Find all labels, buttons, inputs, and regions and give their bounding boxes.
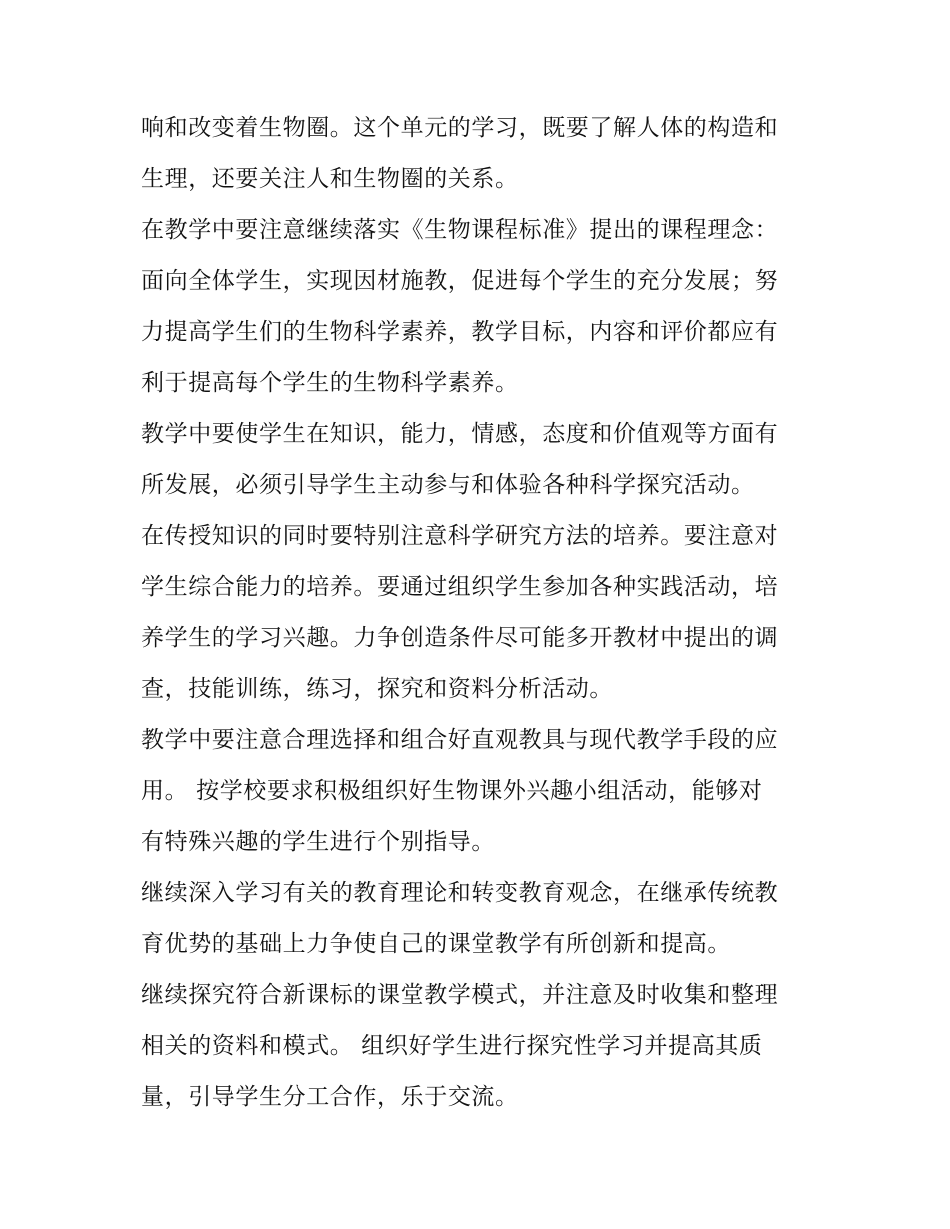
text-line: 育优势的基础上力争使自己的课堂教学有所创新和提高。 [141, 931, 731, 957]
text-line: 量，引导学生分工合作，乐于交流。 [141, 1084, 519, 1110]
paragraph-2 [141, 205, 821, 409]
text-line: 在教学中要注意继续落实《生物课程标准》提出的课程理念： [141, 217, 779, 243]
text-line: 学生综合能力的培养。要通过组织学生参加各种实践活动，培 [141, 574, 779, 600]
text-line: 养学生的学习兴趣。力争创造条件尽可能多开教材中提出的调 [141, 625, 779, 651]
paragraph-3 [141, 409, 821, 511]
text-line: 力提高学生们的生物科学素养，教学目标，内容和评价都应有 [141, 319, 779, 345]
text-line: 利于提高每个学生的生物科学素养。 [141, 370, 519, 396]
text-line: 继续深入学习有关的教育理论和转变教育观念，在继承传统教 [141, 880, 779, 906]
text-line: 继续探究符合新课标的课堂教学模式，并注意及时收集和整理 [141, 982, 779, 1008]
paragraph-1 [141, 103, 821, 205]
text-line: 有特殊兴趣的学生进行个别指导。 [141, 829, 495, 855]
text-line: 相关的资料和模式。 组织好学生进行探究性学习并提高其质 [141, 1033, 763, 1059]
text-line: 在传授知识的同时要特别注意科学研究方法的培养。要注意对 [141, 523, 779, 549]
text-line: 所发展，必须引导学生主动参与和体验各种科学探究活动。 [141, 472, 755, 498]
text-line: 面向全体学生，实现因材施教，促进每个学生的充分发展；努 [141, 268, 779, 294]
text-line: 教学中要注意合理选择和组合好直观教具与现代教学手段的应 [141, 727, 779, 753]
paragraph-6 [141, 868, 821, 970]
text-line: 查，技能训练，练习，探究和资料分析活动。 [141, 676, 613, 702]
paragraph-4 [141, 511, 821, 715]
text-line: 用。 按学校要求积极组织好生物课外兴趣小组活动，能够对 [141, 778, 763, 804]
text-line: 响和改变着生物圈。这个单元的学习，既要了解人体的构造和 [141, 115, 779, 141]
paragraph-7 [141, 970, 821, 1123]
paragraph-5 [141, 715, 821, 868]
text-line: 生理，还要关注人和生物圈的关系。 [141, 166, 519, 192]
text-line: 教学中要使学生在知识，能力，情感，态度和价值观等方面有 [141, 421, 779, 447]
document-body [141, 103, 821, 1123]
